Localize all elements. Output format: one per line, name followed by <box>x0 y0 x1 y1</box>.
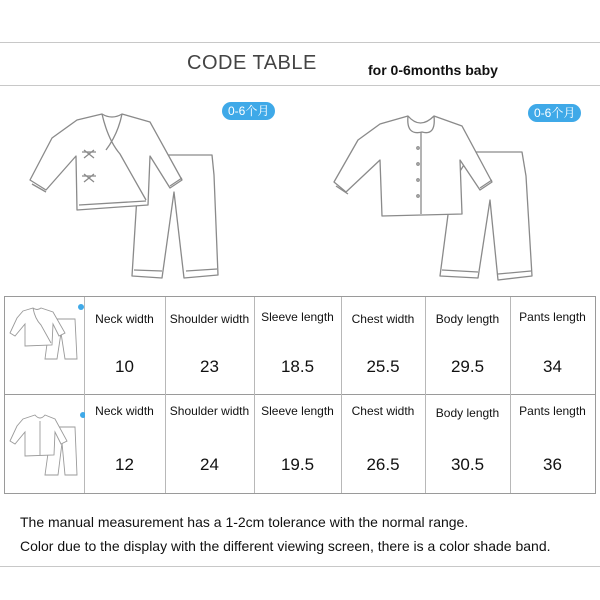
header-neck-width: Neck width <box>95 312 154 326</box>
tolerance-note: The manual measurement has a 1-2cm tolerance with the normal range. <box>20 514 469 530</box>
size-badge-2: 0-6个月 <box>528 104 581 122</box>
header-divider <box>0 85 600 86</box>
wrap-set-thumbnail-icon <box>7 303 85 365</box>
header-body-length: Body length <box>435 406 500 420</box>
header-pants-length: Pants length <box>519 310 586 324</box>
value-pants-length: 36 <box>543 455 562 474</box>
header-chest-width: Chest width <box>351 312 415 326</box>
row-divider <box>5 394 595 395</box>
value-sleeve-length: 19.5 <box>280 455 315 474</box>
page-subtitle: for 0-6months baby <box>368 62 498 78</box>
color-note: Color due to the display with the different viewing screen, there is a color shade band. <box>20 538 551 554</box>
header-shoulder-width: Shoulder width <box>169 312 250 326</box>
header-neck-width: Neck width <box>95 404 154 418</box>
value-sleeve-length: 18.5 <box>280 357 315 376</box>
value-body-length: 29.5 <box>450 357 485 376</box>
header-sleeve-length: Sleeve length <box>261 404 334 418</box>
header-chest-width: Chest width <box>351 404 415 418</box>
header-body-length: Body length <box>435 312 500 326</box>
page-title: CODE TABLE <box>187 52 317 74</box>
value-neck-width: 12 <box>115 455 134 474</box>
value-pants-length: 34 <box>543 357 562 376</box>
wrap-top-and-pants-icon <box>22 100 252 290</box>
value-chest-width: 25.5 <box>366 357 400 376</box>
header-shoulder-width: Shoulder width <box>169 404 250 418</box>
value-neck-width: 10 <box>115 357 134 376</box>
size-table <box>4 296 596 494</box>
bottom-divider <box>0 566 600 567</box>
value-shoulder-width: 23 <box>200 357 219 376</box>
header-sleeve-length: Sleeve length <box>261 310 334 324</box>
value-shoulder-width: 24 <box>200 455 219 474</box>
value-body-length: 30.5 <box>450 455 485 474</box>
value-chest-width: 26.5 <box>366 455 400 474</box>
collar-set-thumbnail-icon <box>7 411 85 483</box>
header-pants-length: Pants length <box>519 404 586 418</box>
collar-shirt-and-pants-icon <box>322 104 562 294</box>
top-divider <box>0 42 600 43</box>
size-badge-1: 0-6个月 <box>222 102 275 120</box>
